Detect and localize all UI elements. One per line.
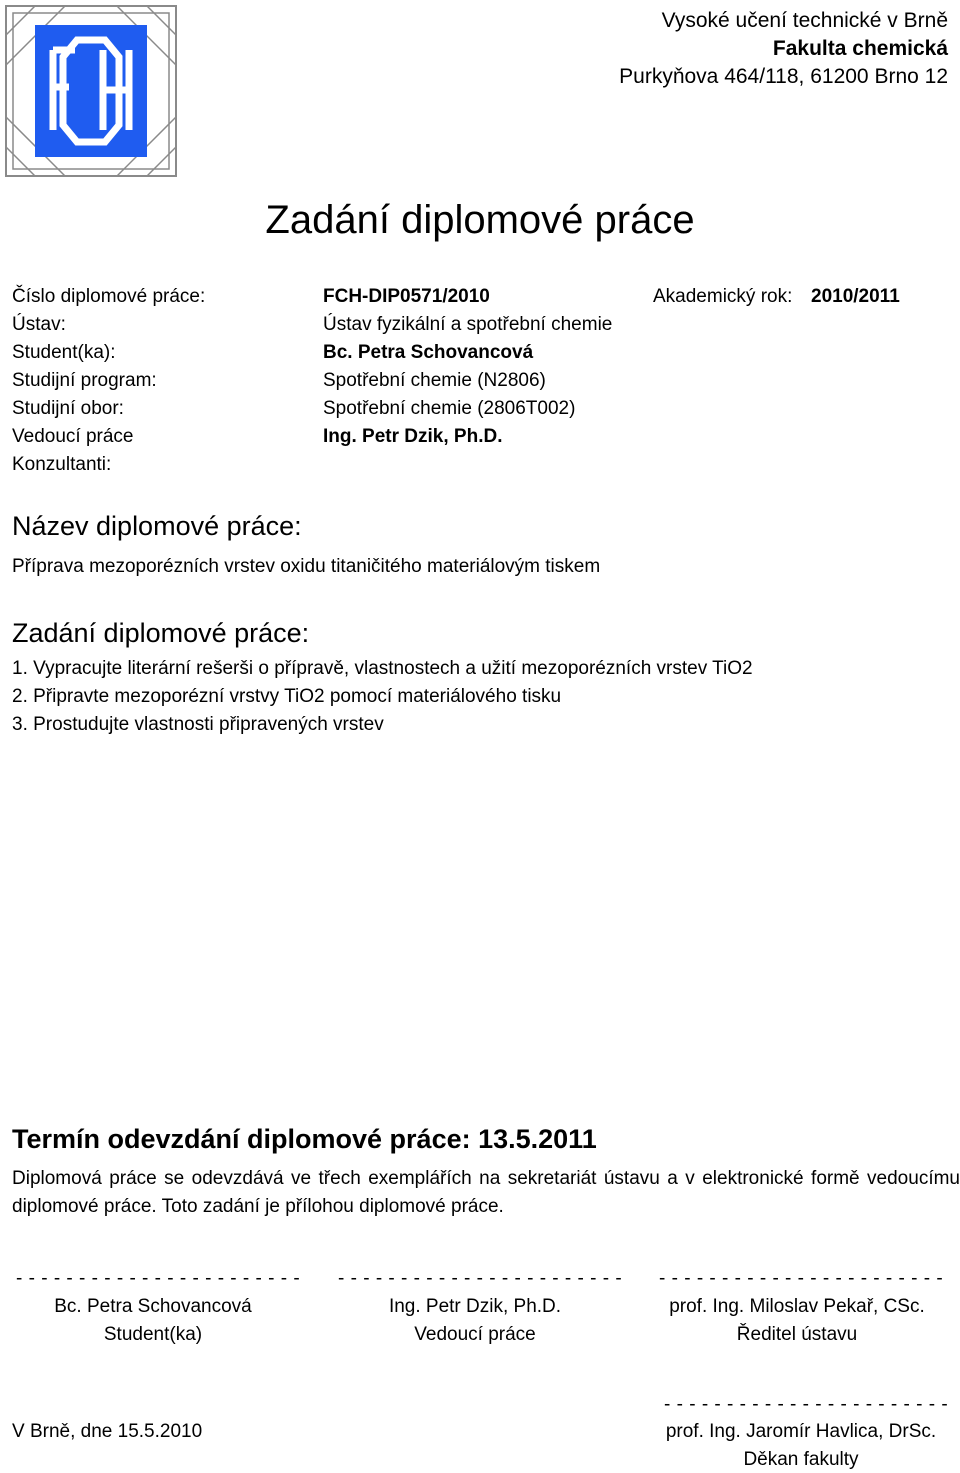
signature-line-student: - - - - - - - - - - - - - - - - - - - - - - - [16,1268,301,1289]
signature-student-name: Bc. Petra Schovancová [54,1296,252,1317]
signature-dean-role: Děkan fakulty [743,1449,859,1470]
page-title: Zadání diplomové práce [265,198,695,242]
submission-instructions: Diplomová práce se odevzdává ve třech exemplářích na sekretariát ústavu a v elektronické formě vedoucímu diplomové práce. Toto zadání je přílohou diplomové práce. [12,1168,960,1217]
thesis-number-label: Číslo diplomové práce: [12,286,206,307]
signature-supervisor-role: Vedoucí práce [414,1324,536,1345]
assignment-item: 3. Prostudujte vlastnosti připravených vrstev [12,714,384,735]
study-field-value: Spotřební chemie (2806T002) [323,398,576,419]
university-name: Vysoké učení technické v Brně [661,9,948,32]
signature-line-supervisor: - - - - - - - - - - - - - - - - - - - - - - - [338,1268,623,1289]
study-program-label: Studijní program: [12,370,157,391]
faculty-address: Purkyňova 464/118, 61200 Brno 12 [619,65,948,88]
thesis-number-value: FCH-DIP0571/2010 [323,286,490,307]
fch-logo-icon [5,5,177,177]
assignment-item: 2. Připravte mezoporézní vrstvy TiO2 pomocí materiálového tisku [12,686,562,707]
supervisor-value: Ing. Petr Dzik, Ph.D. [323,426,503,447]
thesis-name-text: Příprava mezoporézních vrstev oxidu titaničitého materiálovým tiskem [12,556,601,577]
student-label: Student(ka): [12,342,116,363]
assignment-item: 1. Vypracujte literární rešerši o přípravě, vlastnostech a užití mezoporézních vrstev TiO2 [12,658,753,679]
academic-year-value: 2010/2011 [811,286,900,307]
study-field-label: Studijní obor: [12,398,124,419]
signature-director-role: Ředitel ústavu [736,1324,858,1345]
signature-dean-name: prof. Ing. Jaromír Havlica, DrSc. [665,1421,937,1442]
academic-year-label: Akademický rok: [653,286,793,307]
supervisor-label: Vedoucí práce [12,426,134,447]
faculty-name: Fakulta chemická [772,37,948,60]
student-value: Bc. Petra Schovancová [323,342,534,363]
thesis-name-heading: Název diplomové práce: [12,511,302,541]
signature-student-role: Student(ka) [103,1324,203,1345]
assignment-heading: Zadání diplomové práce: [12,618,310,648]
place-and-date: V Brně, dne 15.5.2010 [12,1421,203,1442]
signature-supervisor-name: Ing. Petr Dzik, Ph.D. [388,1296,562,1317]
signature-line-dean: - - - - - - - - - - - - - - - - - - - - - - - [664,1394,949,1415]
signature-director-name: prof. Ing. Miloslav Pekař, CSc. [669,1296,925,1317]
deadline-heading: Termín odevzdání diplomové práce: 13.5.2011 [12,1124,597,1154]
study-program-value: Spotřební chemie (N2806) [323,370,546,391]
consultants-label: Konzultanti: [12,454,112,475]
institute-label: Ústav: [12,314,66,335]
signature-line-director: - - - - - - - - - - - - - - - - - - - - - - - [659,1268,944,1289]
institute-value: Ústav fyzikální a spotřební chemie [323,314,613,335]
